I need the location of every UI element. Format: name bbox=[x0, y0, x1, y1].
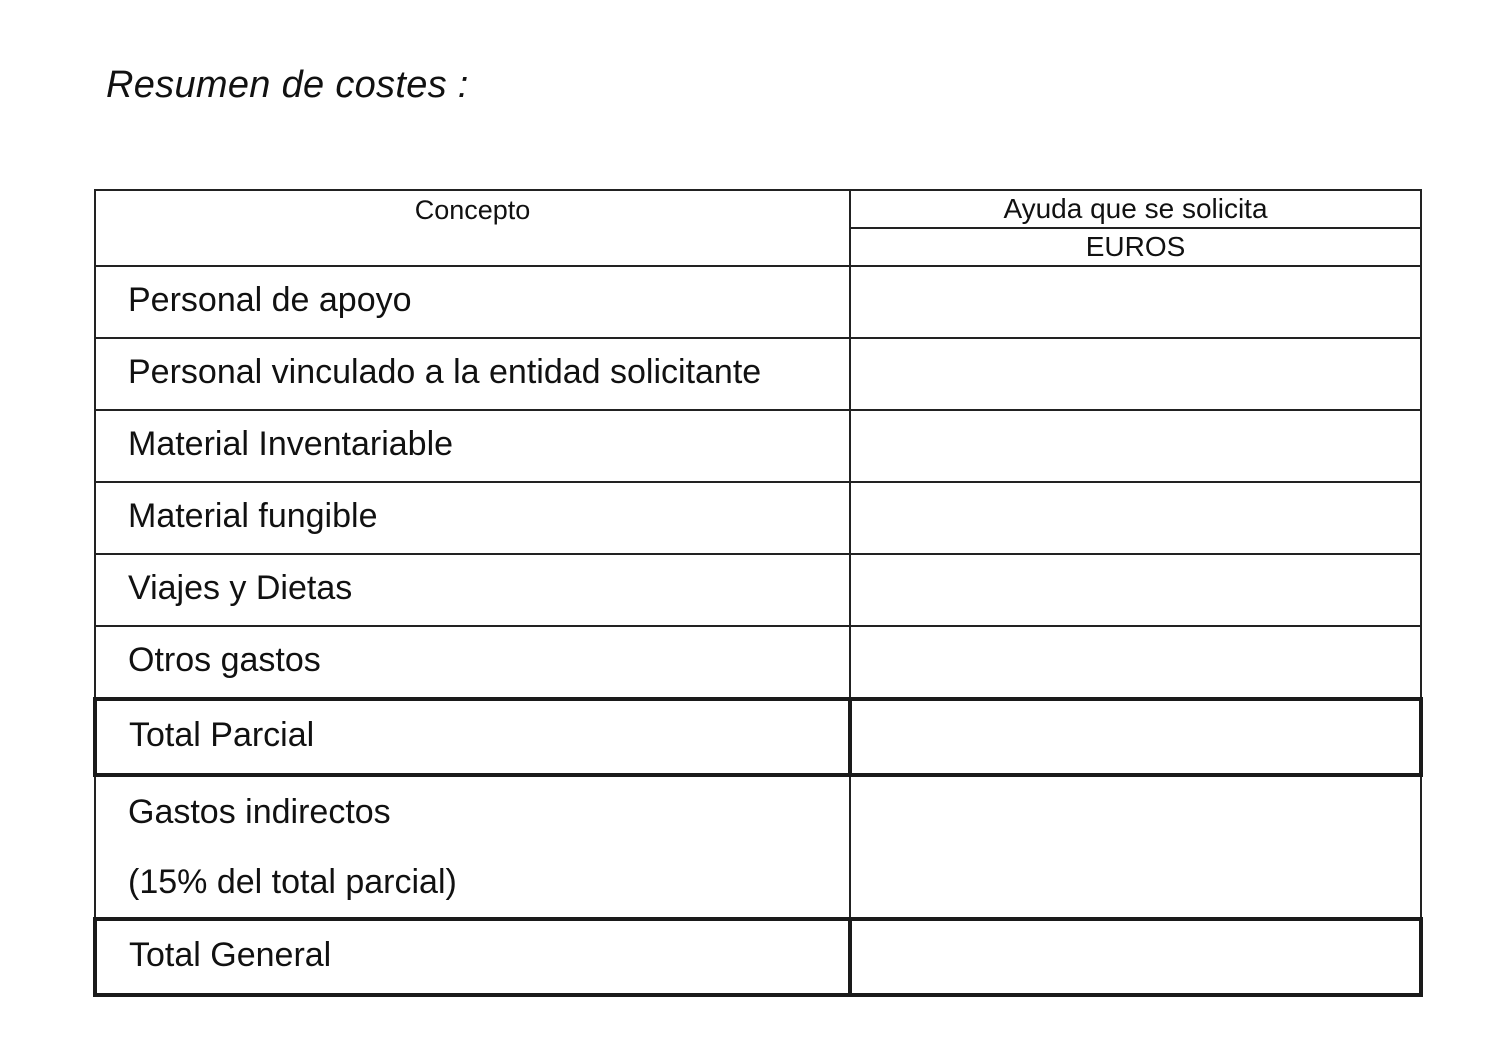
total-general-row bbox=[95, 919, 1421, 995]
table-row bbox=[95, 626, 1421, 699]
total-general-amount[interactable] bbox=[850, 919, 1421, 995]
total-parcial-row bbox=[95, 699, 1421, 775]
table-row bbox=[95, 410, 1421, 482]
table-header-row bbox=[95, 190, 1421, 266]
total-parcial-label: Total Parcial bbox=[129, 715, 315, 754]
table-row bbox=[95, 266, 1421, 338]
concept-cell bbox=[95, 554, 850, 626]
concept-cell bbox=[95, 482, 850, 554]
concept-cell bbox=[95, 266, 850, 338]
amount-input-cell[interactable] bbox=[850, 482, 1421, 554]
total-parcial-amount[interactable] bbox=[850, 699, 1421, 775]
gastos-indirectos-note: (15% del total parcial) bbox=[128, 863, 457, 901]
concept-cell bbox=[95, 338, 850, 410]
concept-label: Otros gastos bbox=[128, 640, 321, 679]
amount-input-cell[interactable] bbox=[850, 266, 1421, 338]
gastos-indirectos-amount[interactable] bbox=[850, 775, 1421, 919]
cost-summary-table bbox=[93, 189, 1423, 997]
concept-label: Viajes y Dietas bbox=[128, 568, 353, 607]
concept-cell bbox=[95, 626, 850, 699]
table-row bbox=[95, 554, 1421, 626]
gastos-indirectos-label: Gastos indirectos bbox=[128, 793, 391, 831]
concept-label: Personal vinculado a la entidad solicitante bbox=[128, 352, 762, 391]
concept-label: Personal de apoyo bbox=[128, 280, 412, 319]
header-concept bbox=[95, 190, 850, 266]
page-title: Resumen de costes : bbox=[106, 64, 469, 106]
header-amount-title: Ayuda que se solicita bbox=[1003, 193, 1268, 224]
amount-input-cell[interactable] bbox=[850, 410, 1421, 482]
total-parcial-label-cell bbox=[95, 699, 850, 775]
table-row bbox=[95, 482, 1421, 554]
total-general-label-cell bbox=[95, 919, 850, 995]
header-amount-currency: EUROS bbox=[851, 227, 1420, 263]
amount-input-cell[interactable] bbox=[850, 338, 1421, 410]
header-concept-label: Concepto bbox=[414, 195, 531, 225]
header-amount bbox=[850, 190, 1421, 266]
gastos-indirectos-row bbox=[95, 775, 1421, 919]
concept-label: Material fungible bbox=[128, 496, 378, 535]
concept-label: Material Inventariable bbox=[128, 424, 454, 463]
amount-input-cell[interactable] bbox=[850, 554, 1421, 626]
gastos-indirectos-label-cell bbox=[95, 775, 850, 919]
table-row bbox=[95, 338, 1421, 410]
total-general-label: Total General bbox=[129, 935, 332, 974]
concept-cell bbox=[95, 410, 850, 482]
amount-input-cell[interactable] bbox=[850, 626, 1421, 699]
